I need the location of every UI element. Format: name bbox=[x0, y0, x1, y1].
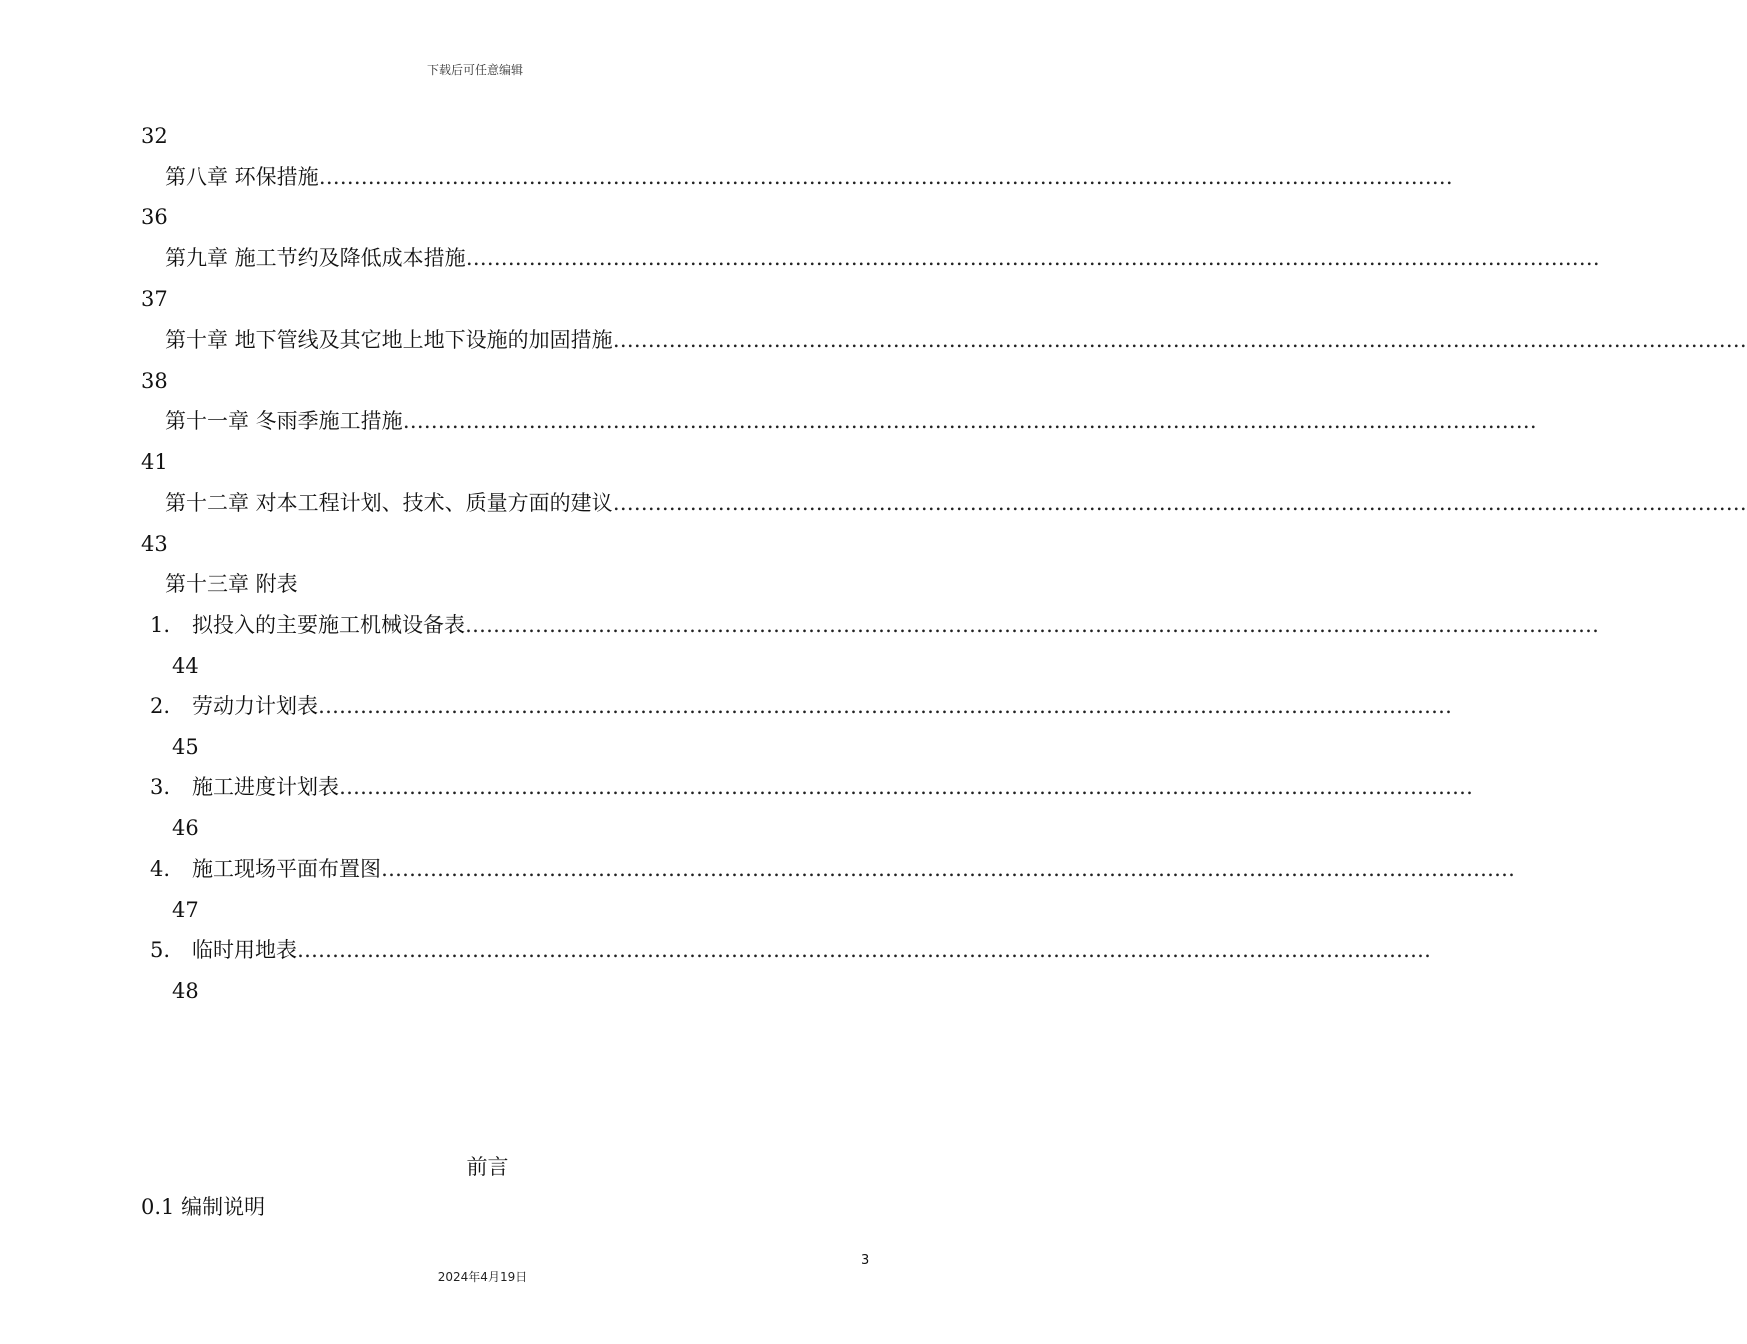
toc-leader-dots: ……………………………………………………………………………………………………………………………………………… bbox=[318, 165, 1453, 189]
preface-title: 前言 bbox=[466, 1155, 509, 1179]
toc-entry-title: 第十章 地下管线及其它地上地下设施的加固措施 bbox=[165, 328, 613, 352]
appendix-page-number: 44 bbox=[172, 654, 199, 678]
toc-leader-dots: ……………………………………………………………………………………………………………………………………………… bbox=[297, 938, 1431, 962]
page-footer-date: 2024年4月19日 bbox=[437, 1270, 528, 1284]
appendix-page-number: 48 bbox=[172, 979, 199, 1003]
toc-leader-dots: ……………………………………………………………………………………………………………………………………………… bbox=[402, 409, 1537, 433]
section-heading: 0.1 编制说明 bbox=[141, 1195, 266, 1219]
toc-entry-title: 第八章 环保措施 bbox=[165, 165, 319, 189]
toc-page-number: 43 bbox=[141, 532, 168, 556]
toc-leader-dots: ……………………………………………………………………………………………………………………………………………… bbox=[381, 857, 1515, 881]
toc-entry-chapter-8 bbox=[165, 163, 1453, 191]
appendix-index: 5. bbox=[150, 938, 171, 962]
toc-appendix-item bbox=[150, 611, 1599, 639]
toc-entry-chapter-13 bbox=[165, 570, 867, 598]
toc-entry-title: 第十一章 冬雨季施工措施 bbox=[165, 409, 403, 433]
page-number: 3 bbox=[861, 1253, 870, 1268]
toc-appendix-item bbox=[150, 936, 1431, 964]
toc-leader-dots: ……………………………………………………………………………………………………………………………………………… bbox=[612, 491, 1747, 515]
toc-page-number: 41 bbox=[141, 450, 168, 474]
appendix-page-number: 47 bbox=[172, 898, 199, 922]
appendix-index: 2. bbox=[150, 694, 171, 718]
toc-page-number: 37 bbox=[141, 287, 168, 311]
toc-leader-dots: ……………………………………………………………………………………………………………………………………………… bbox=[465, 613, 1599, 637]
appendix-title: 临时用地表 bbox=[192, 938, 297, 962]
toc-page-number: 32 bbox=[141, 124, 168, 148]
toc-entry-chapter-12 bbox=[165, 489, 1747, 517]
toc-page-number: 36 bbox=[141, 205, 168, 229]
toc-leader-dots: ……………………………………………………………………………………………………………………………………………… bbox=[339, 775, 1473, 799]
toc-leader-dots: ……………………………………………………………………………………………………………………………………………… bbox=[612, 328, 1747, 352]
appendix-index: 1. bbox=[150, 613, 171, 637]
toc-appendix-item bbox=[150, 773, 1473, 801]
appendix-page-number: 46 bbox=[172, 816, 199, 840]
appendix-index: 4. bbox=[150, 857, 171, 881]
toc-entry-title: 第十二章 对本工程计划、技术、质量方面的建议 bbox=[165, 491, 613, 515]
toc-entry-title: 第十三章 附表 bbox=[165, 572, 298, 596]
appendix-index: 3. bbox=[150, 775, 171, 799]
page-header: 下载后可任意编辑 bbox=[426, 63, 523, 77]
toc-entry-chapter-11 bbox=[165, 407, 1537, 435]
toc-appendix-item bbox=[150, 855, 1515, 883]
toc-entry-chapter-9 bbox=[165, 244, 1600, 272]
appendix-title: 施工现场平面布置图 bbox=[192, 857, 381, 881]
toc-entry-title: 第九章 施工节约及降低成本措施 bbox=[165, 246, 466, 270]
appendix-title: 施工进度计划表 bbox=[192, 775, 339, 799]
toc-appendix-item bbox=[150, 692, 1452, 720]
toc-entry-chapter-10 bbox=[165, 326, 1747, 354]
toc-leader-dots: ……………………………………………………………………………………………………………………………………………… bbox=[318, 694, 1452, 718]
appendix-title: 劳动力计划表 bbox=[192, 694, 318, 718]
appendix-title: 拟投入的主要施工机械设备表 bbox=[192, 613, 465, 637]
appendix-page-number: 45 bbox=[172, 735, 199, 759]
toc-page-number: 38 bbox=[141, 369, 168, 393]
toc-leader-dots: ……………………………………………………………………………………………………………………………………………… bbox=[465, 246, 1600, 270]
